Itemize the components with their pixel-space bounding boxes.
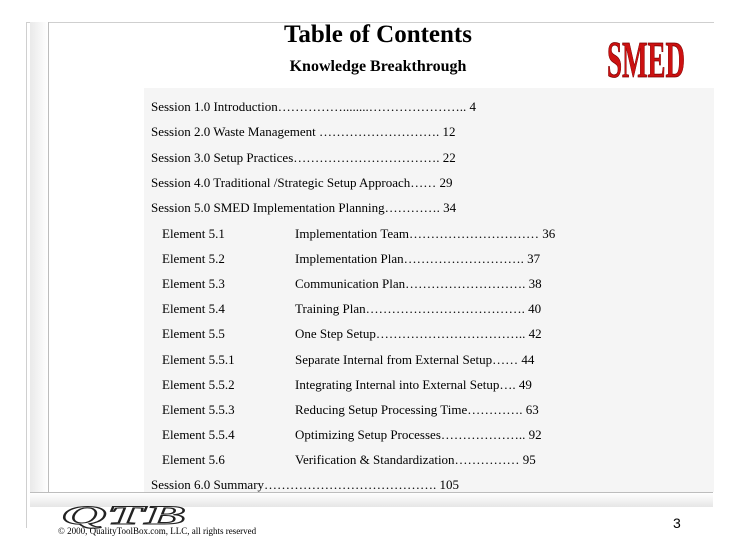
element-number: Element 5.5.2 xyxy=(162,377,235,392)
element-number: Element 5.1 xyxy=(162,226,225,241)
element-number: Element 5.4 xyxy=(162,301,225,316)
element-title: One Step Setup…………………………….. 42 xyxy=(295,326,542,341)
element-number: Element 5.5.4 xyxy=(162,427,235,442)
smed-logo xyxy=(605,30,687,89)
toc-session-6: Session 6.0 Summary…………………………………. 105 xyxy=(151,477,460,492)
element-number: Element 5.5.1 xyxy=(162,352,235,367)
page-number: 3 xyxy=(673,515,681,531)
element-title: Separate Internal from External Setup…… 44 xyxy=(295,352,535,367)
element-title: Training Plan………………………………. 40 xyxy=(295,301,542,316)
qtb-logo-text: QTB xyxy=(62,501,186,530)
toc-session-5: Session 5.0 SMED Implementation Planning…………. 34 xyxy=(151,200,457,215)
element-title: Integrating Internal into External Setup…. 49 xyxy=(295,377,532,392)
qtb-logo xyxy=(58,502,190,528)
element-number: Element 5.6 xyxy=(162,452,225,467)
element-title: Optimizing Setup Processes……………….. 92 xyxy=(295,427,542,442)
element-number: Element 5.5 xyxy=(162,326,225,341)
element-title: Implementation Team………………………… 36 xyxy=(295,226,556,241)
smed-logo-text: SMED xyxy=(607,32,685,89)
toc-session-2: Session 2.0 Waste Management ………………………. 12 xyxy=(151,124,456,139)
element-number: Element 5.5.3 xyxy=(162,402,235,417)
element-title: Implementation Plan………………………. 37 xyxy=(295,251,541,266)
element-title: Verification & Standardization…………… 95 xyxy=(295,452,536,467)
toc-session-1: Session 1.0 Introduction……………........………………….. 4 xyxy=(151,99,476,114)
frame-left-bevel xyxy=(30,22,49,492)
element-number: Element 5.3 xyxy=(162,276,225,291)
toc-session-3: Session 3.0 Setup Practices……………………………. 22 xyxy=(151,150,456,165)
page-subtitle: Knowledge Breakthrough xyxy=(289,58,467,75)
element-title: Communication Plan………………………. 38 xyxy=(295,276,542,291)
toc-session-4: Session 4.0 Traditional /Strategic Setup Approach…… 29 xyxy=(151,175,453,190)
copyright-notice: © 2000, QualityToolBox.com, LLC, all rights reserved xyxy=(58,526,257,536)
element-number: Element 5.2 xyxy=(162,251,225,266)
element-title: Reducing Setup Processing Time…………. 63 xyxy=(295,402,539,417)
page-title: Table of Contents xyxy=(284,21,472,48)
